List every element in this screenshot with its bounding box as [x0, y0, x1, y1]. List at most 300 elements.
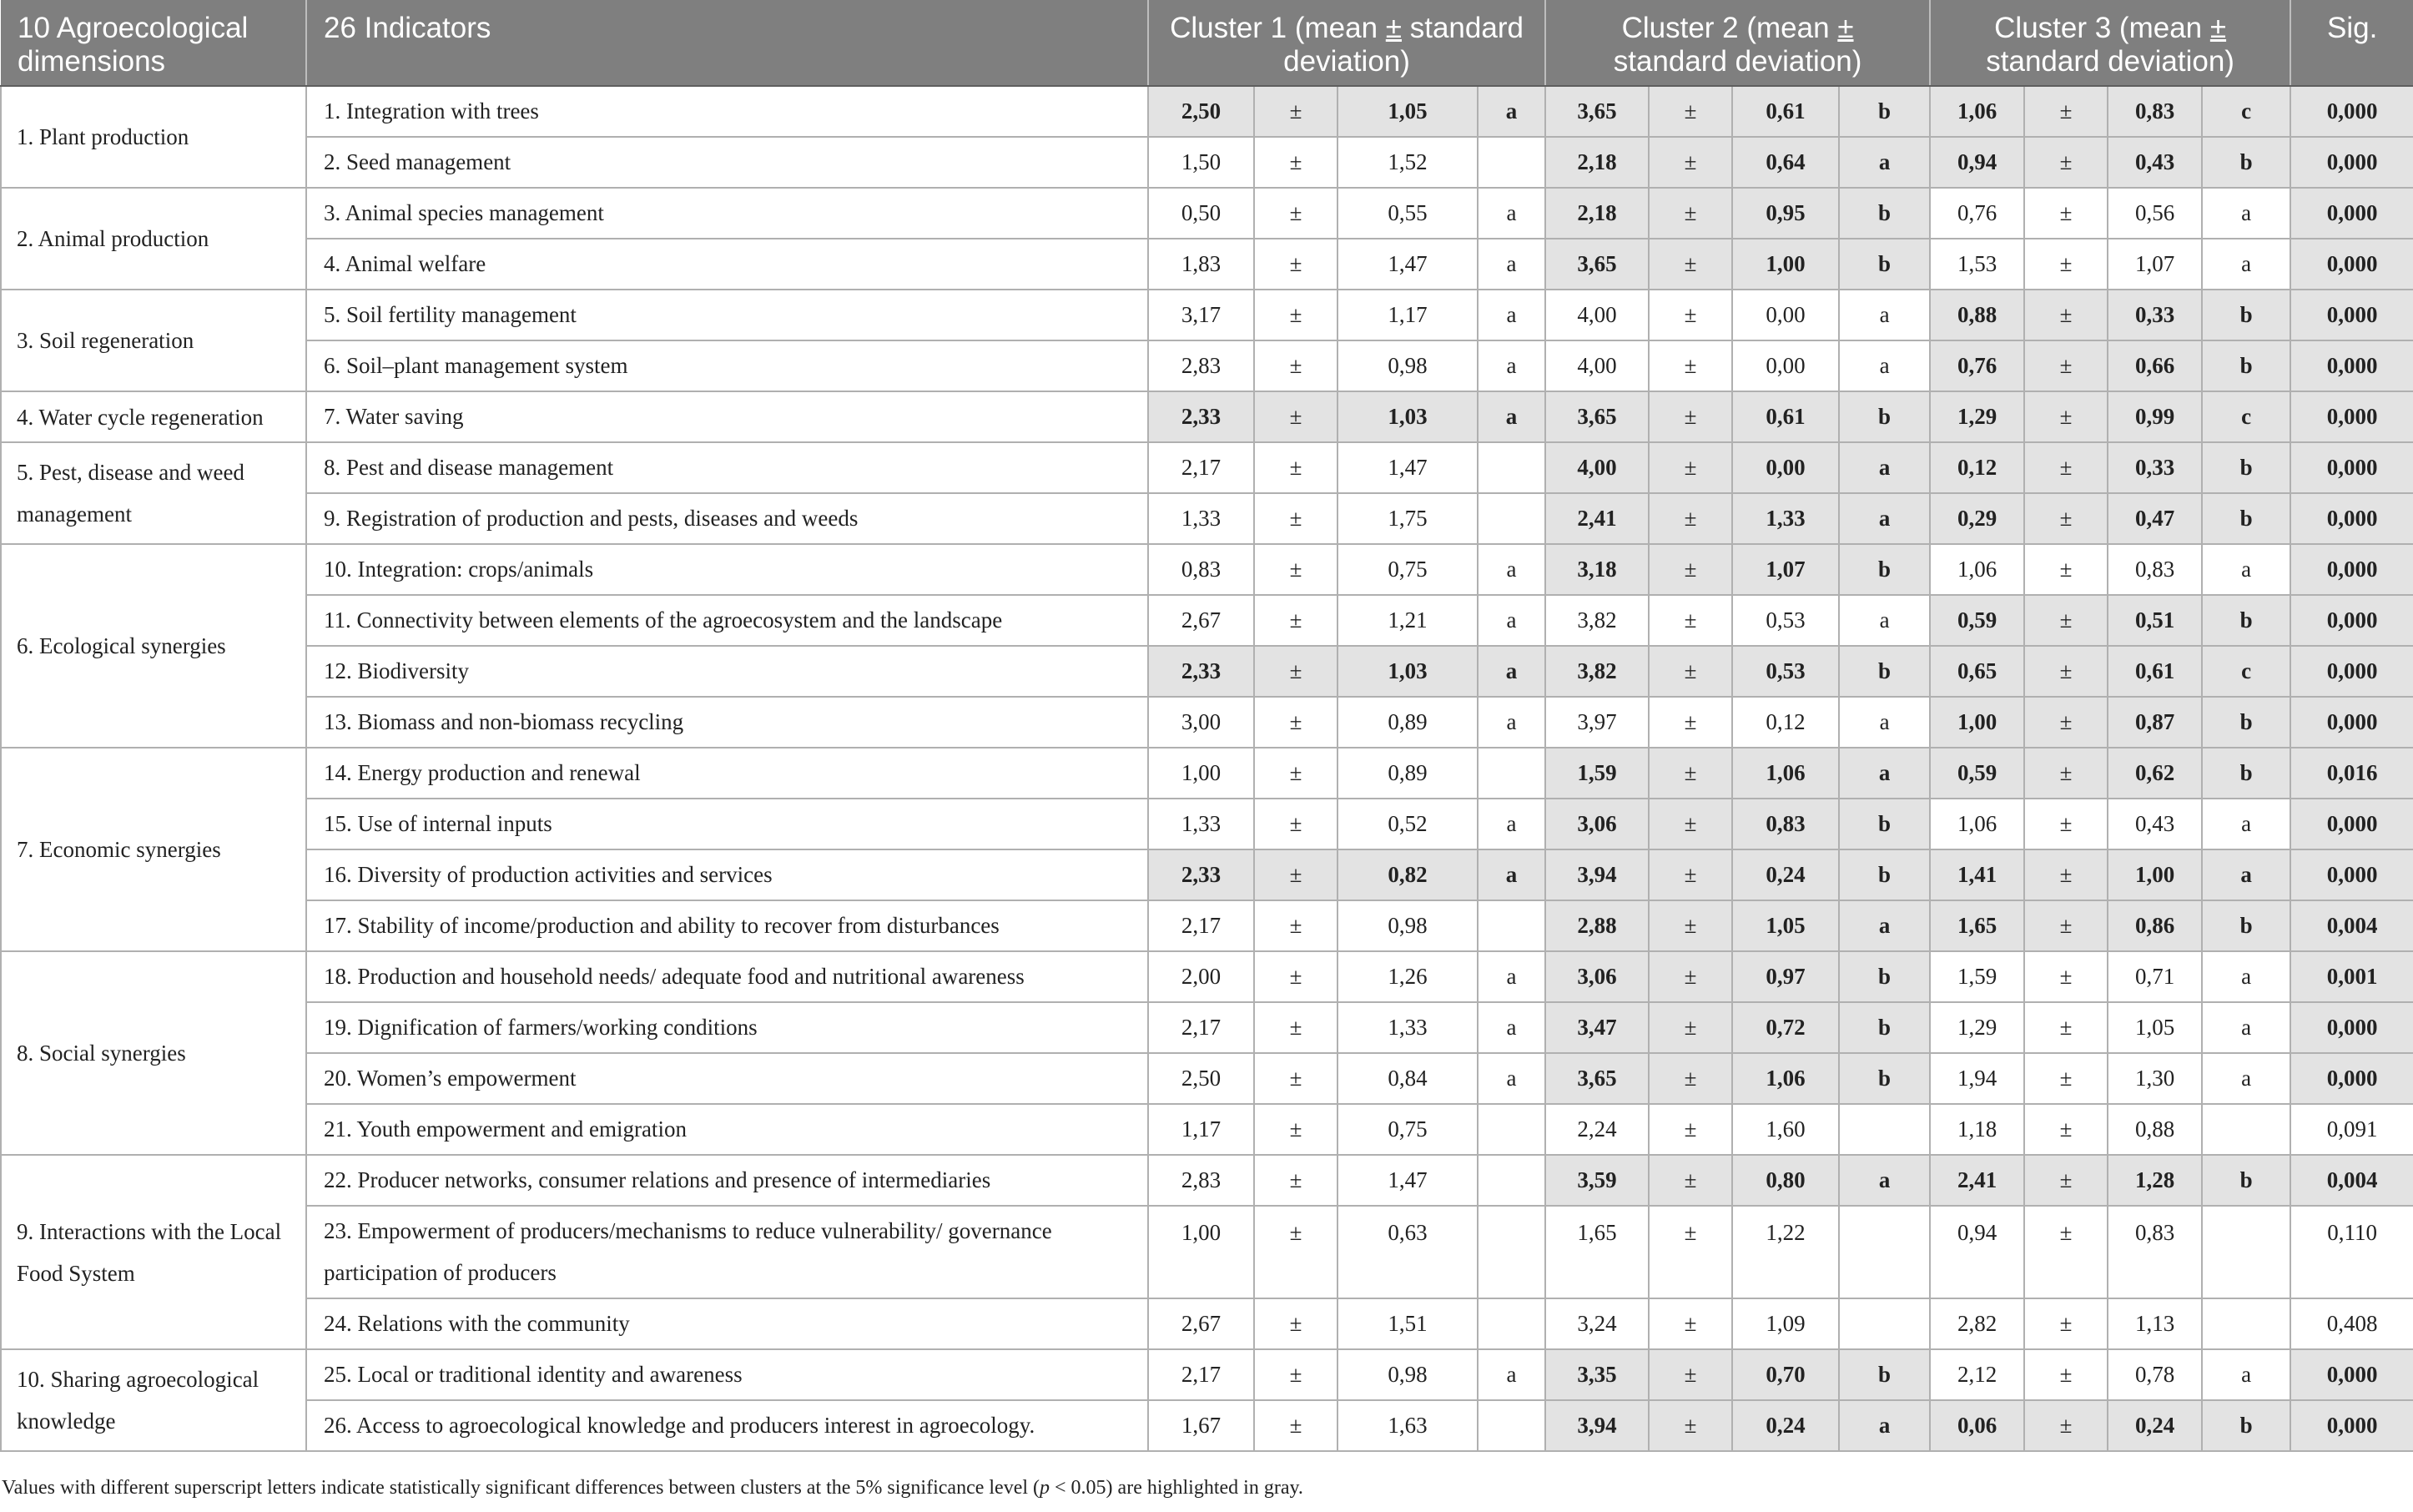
- c3-pm-cell: ±: [2024, 544, 2108, 595]
- c1-sd-cell: 0,82: [1337, 849, 1478, 900]
- c1-sd-cell: 1,17: [1337, 290, 1478, 340]
- sig-cell: 0,000: [2290, 697, 2413, 748]
- c3-letter-cell: c: [2202, 391, 2290, 442]
- header-sig: Sig.: [2290, 0, 2413, 86]
- c3-pm-cell: ±: [2024, 1002, 2108, 1053]
- c2-letter-cell: a: [1839, 748, 1930, 799]
- c1-mean-cell: 1,00: [1148, 1206, 1254, 1298]
- c3-sd-cell: 1,30: [2108, 1053, 2202, 1104]
- indicator-cell: 7. Water saving: [306, 391, 1148, 442]
- c3-pm-cell: ±: [2024, 849, 2108, 900]
- c3-pm-cell: ±: [2024, 86, 2108, 137]
- indicator-cell: 5. Soil fertility management: [306, 290, 1148, 340]
- table-row: [1, 391, 2413, 442]
- sig-cell: 0,016: [2290, 748, 2413, 799]
- sig-cell: 0,091: [2290, 1104, 2413, 1155]
- c1-pm-cell: ±: [1254, 748, 1337, 799]
- c2-mean-cell: 3,24: [1545, 1298, 1649, 1349]
- c2-pm-cell: ±: [1649, 137, 1732, 188]
- c3-mean-cell: 1,00: [1930, 697, 2024, 748]
- c1-sd-cell: 1,75: [1337, 493, 1478, 544]
- c2-sd-cell: 1,06: [1732, 748, 1839, 799]
- c3-letter-cell: b: [2202, 697, 2290, 748]
- indicator-cell: 2. Seed management: [306, 137, 1148, 188]
- c1-sd-cell: 0,55: [1337, 188, 1478, 239]
- c1-letter-cell: a: [1478, 290, 1545, 340]
- table-row: [1, 1155, 2413, 1206]
- c3-mean-cell: 1,18: [1930, 1104, 2024, 1155]
- c3-pm-cell: ±: [2024, 1298, 2108, 1349]
- sig-cell: 0,000: [2290, 849, 2413, 900]
- c2-pm-cell: ±: [1649, 951, 1732, 1002]
- indicator-cell: 19. Dignification of farmers/working conditions: [306, 1002, 1148, 1053]
- c2-letter-cell: b: [1839, 1349, 1930, 1400]
- sig-cell: 0,000: [2290, 799, 2413, 849]
- header-indicators: 26 Indicators: [306, 0, 1148, 86]
- c2-letter-cell: [1839, 1298, 1930, 1349]
- indicator-cell: 6. Soil–plant management system: [306, 340, 1148, 391]
- dimension-cell: 4. Water cycle regeneration: [1, 391, 306, 442]
- sig-cell: 0,000: [2290, 391, 2413, 442]
- c1-mean-cell: 1,33: [1148, 799, 1254, 849]
- c2-letter-cell: b: [1839, 239, 1930, 290]
- c3-mean-cell: 0,59: [1930, 748, 2024, 799]
- c3-mean-cell: 0,06: [1930, 1400, 2024, 1451]
- c3-letter-cell: b: [2202, 595, 2290, 646]
- c3-letter-cell: a: [2202, 799, 2290, 849]
- c3-letter-cell: a: [2202, 1349, 2290, 1400]
- c2-pm-cell: ±: [1649, 1298, 1732, 1349]
- c1-sd-cell: 0,84: [1337, 1053, 1478, 1104]
- c3-mean-cell: 1,29: [1930, 391, 2024, 442]
- sig-cell: 0,000: [2290, 1400, 2413, 1451]
- c3-mean-cell: 0,12: [1930, 442, 2024, 493]
- c2-pm-cell: ±: [1649, 1400, 1732, 1451]
- indicator-cell: 22. Producer networks, consumer relations and presence of intermediaries: [306, 1155, 1148, 1206]
- c2-mean-cell: 3,97: [1545, 697, 1649, 748]
- dimension-cell: 8. Social synergies: [1, 951, 306, 1155]
- c1-mean-cell: 2,33: [1148, 849, 1254, 900]
- c2-letter-cell: a: [1839, 900, 1930, 951]
- sig-cell: 0,001: [2290, 951, 2413, 1002]
- c2-mean-cell: 2,18: [1545, 188, 1649, 239]
- c2-letter-cell: [1839, 1206, 1930, 1298]
- indicator-cell: 16. Diversity of production activities and services: [306, 849, 1148, 900]
- c1-pm-cell: ±: [1254, 799, 1337, 849]
- c2-sd-cell: 1,22: [1732, 1206, 1839, 1298]
- c1-pm-cell: ±: [1254, 544, 1337, 595]
- c2-sd-cell: 1,05: [1732, 900, 1839, 951]
- header-cluster2: Cluster 2 (mean ± standard deviation): [1545, 0, 1930, 86]
- c1-mean-cell: 1,00: [1148, 748, 1254, 799]
- c3-pm-cell: ±: [2024, 748, 2108, 799]
- sig-cell: 0,000: [2290, 239, 2413, 290]
- c3-letter-cell: b: [2202, 900, 2290, 951]
- c2-pm-cell: ±: [1649, 900, 1732, 951]
- indicator-cell: 14. Energy production and renewal: [306, 748, 1148, 799]
- c1-letter-cell: a: [1478, 188, 1545, 239]
- c1-sd-cell: 1,26: [1337, 951, 1478, 1002]
- c2-pm-cell: ±: [1649, 748, 1732, 799]
- c2-sd-cell: 0,97: [1732, 951, 1839, 1002]
- c3-sd-cell: 0,88: [2108, 1104, 2202, 1155]
- c2-mean-cell: 3,59: [1545, 1155, 1649, 1206]
- c3-sd-cell: 0,78: [2108, 1349, 2202, 1400]
- c3-mean-cell: 0,94: [1930, 1206, 2024, 1298]
- c1-sd-cell: 1,47: [1337, 239, 1478, 290]
- pm-sign: ±: [1385, 12, 1403, 44]
- c3-mean-cell: 1,59: [1930, 951, 2024, 1002]
- c2-letter-cell: b: [1839, 646, 1930, 697]
- indicator-cell: 23. Empowerment of producers/mechanisms to reduce vulnerability/ governance participation of producers: [306, 1206, 1148, 1298]
- c2-sd-cell: 1,60: [1732, 1104, 1839, 1155]
- c2-mean-cell: 3,35: [1545, 1349, 1649, 1400]
- c3-sd-cell: 0,83: [2108, 1206, 2202, 1298]
- sig-cell: 0,000: [2290, 646, 2413, 697]
- c2-mean-cell: 3,06: [1545, 799, 1649, 849]
- c1-pm-cell: ±: [1254, 1104, 1337, 1155]
- c1-sd-cell: 0,75: [1337, 544, 1478, 595]
- c2-mean-cell: 1,65: [1545, 1206, 1649, 1298]
- sig-cell: 0,004: [2290, 1155, 2413, 1206]
- c1-pm-cell: ±: [1254, 239, 1337, 290]
- c2-sd-cell: 1,06: [1732, 1053, 1839, 1104]
- sig-cell: 0,000: [2290, 544, 2413, 595]
- footnote-text-after: < 0.05) are highlighted in gray.: [1050, 1477, 1303, 1499]
- dimension-cell: 7. Economic synergies: [1, 748, 306, 951]
- c3-letter-cell: a: [2202, 1053, 2290, 1104]
- c1-pm-cell: ±: [1254, 646, 1337, 697]
- c1-sd-cell: 0,98: [1337, 900, 1478, 951]
- c1-mean-cell: 2,17: [1148, 442, 1254, 493]
- c3-mean-cell: 1,94: [1930, 1053, 2024, 1104]
- c3-pm-cell: ±: [2024, 646, 2108, 697]
- c1-sd-cell: 1,51: [1337, 1298, 1478, 1349]
- c1-mean-cell: 3,00: [1148, 697, 1254, 748]
- c3-pm-cell: ±: [2024, 1155, 2108, 1206]
- c3-mean-cell: 0,76: [1930, 340, 2024, 391]
- c1-letter-cell: a: [1478, 391, 1545, 442]
- c1-letter-cell: a: [1478, 239, 1545, 290]
- c1-letter-cell: [1478, 137, 1545, 188]
- c3-letter-cell: a: [2202, 849, 2290, 900]
- c1-sd-cell: 1,03: [1337, 646, 1478, 697]
- c2-pm-cell: ±: [1649, 544, 1732, 595]
- table-row: [1, 544, 2413, 595]
- sig-cell: 0,000: [2290, 290, 2413, 340]
- indicator-cell: 21. Youth empowerment and emigration: [306, 1104, 1148, 1155]
- c2-mean-cell: 3,06: [1545, 951, 1649, 1002]
- c2-sd-cell: 0,61: [1732, 86, 1839, 137]
- c1-sd-cell: 0,98: [1337, 340, 1478, 391]
- c1-pm-cell: ±: [1254, 340, 1337, 391]
- c1-letter-cell: a: [1478, 1002, 1545, 1053]
- header-row: [1, 0, 2413, 86]
- c1-pm-cell: ±: [1254, 1155, 1337, 1206]
- c2-pm-cell: ±: [1649, 1349, 1732, 1400]
- c1-letter-cell: [1478, 493, 1545, 544]
- c2-sd-cell: 0,12: [1732, 697, 1839, 748]
- table-row: [1, 340, 2413, 391]
- c1-sd-cell: 1,05: [1337, 86, 1478, 137]
- table-row: [1, 646, 2413, 697]
- c3-mean-cell: 0,94: [1930, 137, 2024, 188]
- dimension-cell: 1. Plant production: [1, 86, 306, 188]
- c3-pm-cell: ±: [2024, 391, 2108, 442]
- dimension-cell: 2. Animal production: [1, 188, 306, 290]
- c1-mean-cell: 2,00: [1148, 951, 1254, 1002]
- c2-pm-cell: ±: [1649, 493, 1732, 544]
- c3-sd-cell: 0,83: [2108, 544, 2202, 595]
- c3-mean-cell: 0,29: [1930, 493, 2024, 544]
- c1-pm-cell: ±: [1254, 137, 1337, 188]
- c2-pm-cell: ±: [1649, 239, 1732, 290]
- table-footnote: [2, 1477, 1303, 1499]
- c2-letter-cell: b: [1839, 86, 1930, 137]
- c1-mean-cell: 2,67: [1148, 595, 1254, 646]
- indicator-cell: 3. Animal species management: [306, 188, 1148, 239]
- c3-sd-cell: 0,33: [2108, 442, 2202, 493]
- c3-sd-cell: 1,13: [2108, 1298, 2202, 1349]
- c3-pm-cell: ±: [2024, 1400, 2108, 1451]
- c3-letter-cell: b: [2202, 290, 2290, 340]
- indicator-cell: 25. Local or traditional identity and awareness: [306, 1349, 1148, 1400]
- c2-pm-cell: ±: [1649, 1155, 1732, 1206]
- header-dimensions: 10 Agroecological dimensions: [1, 0, 306, 86]
- c1-letter-cell: a: [1478, 1053, 1545, 1104]
- c3-letter-cell: b: [2202, 748, 2290, 799]
- c3-sd-cell: 1,28: [2108, 1155, 2202, 1206]
- dimension-cell: 3. Soil regeneration: [1, 290, 306, 391]
- c3-sd-cell: 0,71: [2108, 951, 2202, 1002]
- table-row: [1, 493, 2413, 544]
- sig-cell: 0,110: [2290, 1206, 2413, 1298]
- c1-sd-cell: 1,03: [1337, 391, 1478, 442]
- dimension-cell: 9. Interactions with the Local Food System: [1, 1155, 306, 1349]
- c2-mean-cell: 3,82: [1545, 646, 1649, 697]
- indicator-cell: 11. Connectivity between elements of the agroecosystem and the landscape: [306, 595, 1148, 646]
- c3-pm-cell: ±: [2024, 137, 2108, 188]
- c2-sd-cell: 0,53: [1732, 595, 1839, 646]
- sig-cell: 0,000: [2290, 340, 2413, 391]
- c3-sd-cell: 0,99: [2108, 391, 2202, 442]
- table-row: [1, 900, 2413, 951]
- c1-mean-cell: 2,50: [1148, 1053, 1254, 1104]
- c1-sd-cell: 1,21: [1337, 595, 1478, 646]
- table-row: [1, 188, 2413, 239]
- c1-sd-cell: 1,52: [1337, 137, 1478, 188]
- table-row: [1, 799, 2413, 849]
- c3-pm-cell: ±: [2024, 697, 2108, 748]
- c3-mean-cell: 1,53: [1930, 239, 2024, 290]
- c2-pm-cell: ±: [1649, 697, 1732, 748]
- sig-cell: 0,000: [2290, 86, 2413, 137]
- c1-pm-cell: ±: [1254, 1002, 1337, 1053]
- c1-sd-cell: 0,52: [1337, 799, 1478, 849]
- c1-letter-cell: a: [1478, 799, 1545, 849]
- c1-pm-cell: ±: [1254, 86, 1337, 137]
- sig-cell: 0,000: [2290, 595, 2413, 646]
- c1-sd-cell: 0,75: [1337, 1104, 1478, 1155]
- c1-mean-cell: 2,83: [1148, 1155, 1254, 1206]
- c2-sd-cell: 0,72: [1732, 1002, 1839, 1053]
- c2-pm-cell: ±: [1649, 86, 1732, 137]
- c3-letter-cell: b: [2202, 340, 2290, 391]
- c3-pm-cell: ±: [2024, 442, 2108, 493]
- table-row: [1, 849, 2413, 900]
- c1-sd-cell: 1,33: [1337, 1002, 1478, 1053]
- c2-sd-cell: 0,53: [1732, 646, 1839, 697]
- c2-mean-cell: 1,59: [1545, 748, 1649, 799]
- c1-mean-cell: 2,83: [1148, 340, 1254, 391]
- table-row: [1, 290, 2413, 340]
- c1-pm-cell: ±: [1254, 595, 1337, 646]
- c2-sd-cell: 1,09: [1732, 1298, 1839, 1349]
- indicator-cell: 26. Access to agroecological knowledge and producers interest in agroecology.: [306, 1400, 1148, 1451]
- c3-pm-cell: ±: [2024, 1104, 2108, 1155]
- c2-letter-cell: b: [1839, 1002, 1930, 1053]
- c2-sd-cell: 0,70: [1732, 1349, 1839, 1400]
- c3-pm-cell: ±: [2024, 900, 2108, 951]
- c2-letter-cell: a: [1839, 442, 1930, 493]
- c1-mean-cell: 0,83: [1148, 544, 1254, 595]
- c2-letter-cell: a: [1839, 1155, 1930, 1206]
- c1-pm-cell: ±: [1254, 900, 1337, 951]
- c2-letter-cell: b: [1839, 188, 1930, 239]
- c1-mean-cell: 2,17: [1148, 1002, 1254, 1053]
- c2-pm-cell: ±: [1649, 799, 1732, 849]
- c1-letter-cell: a: [1478, 697, 1545, 748]
- c1-mean-cell: 0,50: [1148, 188, 1254, 239]
- c2-mean-cell: 3,18: [1545, 544, 1649, 595]
- c1-pm-cell: ±: [1254, 697, 1337, 748]
- c2-letter-cell: a: [1839, 1400, 1930, 1451]
- c1-letter-cell: a: [1478, 849, 1545, 900]
- c1-letter-cell: a: [1478, 340, 1545, 391]
- c2-mean-cell: 3,65: [1545, 1053, 1649, 1104]
- c1-pm-cell: ±: [1254, 849, 1337, 900]
- c3-mean-cell: 2,12: [1930, 1349, 2024, 1400]
- c2-letter-cell: a: [1839, 137, 1930, 188]
- c3-mean-cell: 0,88: [1930, 290, 2024, 340]
- c2-mean-cell: 4,00: [1545, 340, 1649, 391]
- c1-mean-cell: 2,33: [1148, 646, 1254, 697]
- c1-pm-cell: ±: [1254, 493, 1337, 544]
- sig-cell: 0,000: [2290, 1349, 2413, 1400]
- c2-pm-cell: ±: [1649, 849, 1732, 900]
- indicator-cell: 12. Biodiversity: [306, 646, 1148, 697]
- sig-cell: 0,000: [2290, 188, 2413, 239]
- c3-letter-cell: a: [2202, 239, 2290, 290]
- c3-pm-cell: ±: [2024, 951, 2108, 1002]
- c1-pm-cell: ±: [1254, 1053, 1337, 1104]
- indicator-cell: 1. Integration with trees: [306, 86, 1148, 137]
- c3-letter-cell: c: [2202, 86, 2290, 137]
- c1-letter-cell: [1478, 900, 1545, 951]
- c1-letter-cell: [1478, 748, 1545, 799]
- pm-sign: ±: [1837, 12, 1854, 44]
- c2-pm-cell: ±: [1649, 1002, 1732, 1053]
- c2-sd-cell: 0,00: [1732, 290, 1839, 340]
- c1-sd-cell: 1,63: [1337, 1400, 1478, 1451]
- footnote-text-before: Values with different superscript letters indicate statistically significant differences between clusters at the 5% significance level (: [2, 1477, 1040, 1499]
- c3-letter-cell: a: [2202, 1002, 2290, 1053]
- table-row: [1, 239, 2413, 290]
- table-row: [1, 697, 2413, 748]
- c1-pm-cell: ±: [1254, 1298, 1337, 1349]
- c2-mean-cell: 4,00: [1545, 442, 1649, 493]
- c2-letter-cell: a: [1839, 340, 1930, 391]
- c3-sd-cell: 0,56: [2108, 188, 2202, 239]
- c1-mean-cell: 2,33: [1148, 391, 1254, 442]
- c1-sd-cell: 0,89: [1337, 748, 1478, 799]
- c3-mean-cell: 2,82: [1930, 1298, 2024, 1349]
- c3-sd-cell: 0,51: [2108, 595, 2202, 646]
- c1-letter-cell: a: [1478, 646, 1545, 697]
- c2-pm-cell: ±: [1649, 391, 1732, 442]
- c2-sd-cell: 0,00: [1732, 442, 1839, 493]
- sig-cell: 0,408: [2290, 1298, 2413, 1349]
- c2-pm-cell: ±: [1649, 188, 1732, 239]
- c1-letter-cell: [1478, 1298, 1545, 1349]
- table-row: [1, 748, 2413, 799]
- c2-mean-cell: 2,18: [1545, 137, 1649, 188]
- c3-letter-cell: [2202, 1104, 2290, 1155]
- c1-sd-cell: 1,47: [1337, 1155, 1478, 1206]
- c2-pm-cell: ±: [1649, 1206, 1732, 1298]
- c2-mean-cell: 3,65: [1545, 391, 1649, 442]
- indicator-cell: 18. Production and household needs/ adequate food and nutritional awareness: [306, 951, 1148, 1002]
- c2-letter-cell: b: [1839, 799, 1930, 849]
- c2-mean-cell: 2,24: [1545, 1104, 1649, 1155]
- c3-sd-cell: 1,00: [2108, 849, 2202, 900]
- c1-mean-cell: 2,17: [1148, 900, 1254, 951]
- c1-pm-cell: ±: [1254, 442, 1337, 493]
- c1-letter-cell: a: [1478, 544, 1545, 595]
- table-row: [1, 137, 2413, 188]
- indicator-cell: 9. Registration of production and pests, diseases and weeds: [306, 493, 1148, 544]
- c3-mean-cell: 1,29: [1930, 1002, 2024, 1053]
- c2-mean-cell: 3,82: [1545, 595, 1649, 646]
- c1-pm-cell: ±: [1254, 951, 1337, 1002]
- c2-sd-cell: 0,24: [1732, 849, 1839, 900]
- c2-mean-cell: 4,00: [1545, 290, 1649, 340]
- c3-sd-cell: 1,07: [2108, 239, 2202, 290]
- c3-sd-cell: 0,61: [2108, 646, 2202, 697]
- c1-mean-cell: 1,67: [1148, 1400, 1254, 1451]
- c1-letter-cell: a: [1478, 595, 1545, 646]
- sig-cell: 0,000: [2290, 1002, 2413, 1053]
- c3-letter-cell: b: [2202, 1400, 2290, 1451]
- indicator-cell: 24. Relations with the community: [306, 1298, 1148, 1349]
- sig-cell: 0,004: [2290, 900, 2413, 951]
- c3-pm-cell: ±: [2024, 340, 2108, 391]
- c3-letter-cell: [2202, 1206, 2290, 1298]
- c1-mean-cell: 2,67: [1148, 1298, 1254, 1349]
- dimension-cell: 6. Ecological synergies: [1, 544, 306, 748]
- c3-letter-cell: b: [2202, 1155, 2290, 1206]
- table-row: [1, 1206, 2413, 1298]
- c3-mean-cell: 1,65: [1930, 900, 2024, 951]
- c2-pm-cell: ±: [1649, 442, 1732, 493]
- sig-cell: 0,000: [2290, 442, 2413, 493]
- c2-letter-cell: b: [1839, 849, 1930, 900]
- c3-pm-cell: ±: [2024, 799, 2108, 849]
- c3-pm-cell: ±: [2024, 188, 2108, 239]
- c3-sd-cell: 0,47: [2108, 493, 2202, 544]
- c3-sd-cell: 0,62: [2108, 748, 2202, 799]
- c2-letter-cell: [1839, 1104, 1930, 1155]
